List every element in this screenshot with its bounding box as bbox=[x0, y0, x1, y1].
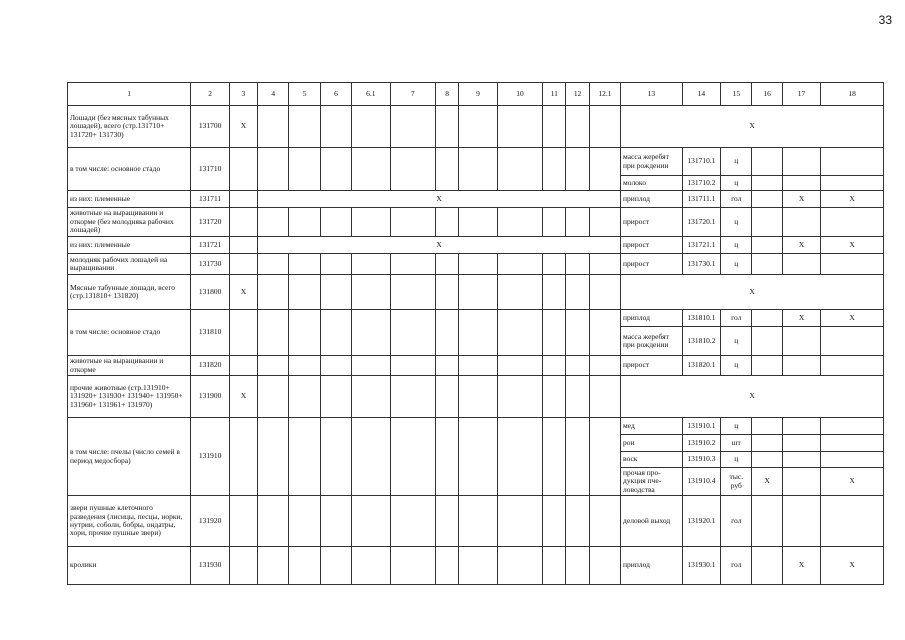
column-header: 8 bbox=[436, 83, 459, 106]
x-mark: X bbox=[821, 237, 884, 254]
indicator-code: 131910.2 bbox=[682, 435, 720, 452]
row-name: в том числе: пчелы (число семей в период медосбора) bbox=[68, 418, 191, 496]
x-mark: X bbox=[782, 547, 820, 585]
x-mark: X bbox=[782, 310, 820, 327]
indicator-code: 131720.1 bbox=[682, 208, 720, 237]
indicator-code: 131710.1 bbox=[682, 148, 720, 176]
column-header: 5 bbox=[289, 83, 320, 106]
indicator-code: 131810.1 bbox=[682, 310, 720, 327]
indicator-code: 131730.1 bbox=[682, 254, 720, 275]
table-row bbox=[68, 376, 884, 418]
unit: гол bbox=[721, 191, 752, 208]
page-number: 33 bbox=[878, 13, 892, 27]
unit: гол bbox=[721, 496, 752, 547]
row-code: 131721 bbox=[191, 237, 229, 254]
x-mark: X bbox=[821, 468, 884, 496]
indicator-code: 131910.4 bbox=[682, 468, 720, 496]
column-header: 13 bbox=[621, 83, 683, 106]
row-code: 131711 bbox=[191, 191, 229, 208]
indicator-name: рои bbox=[621, 435, 683, 452]
row-code: 131920 bbox=[191, 496, 229, 547]
x-mark: X bbox=[229, 106, 257, 148]
column-header: 2 bbox=[191, 83, 229, 106]
x-mark: X bbox=[258, 237, 621, 254]
x-mark: X bbox=[782, 191, 820, 208]
indicator-name: прирост bbox=[621, 254, 683, 275]
header-row bbox=[68, 83, 884, 106]
x-mark: X bbox=[621, 106, 884, 148]
statistics-form-table bbox=[67, 82, 884, 585]
column-header: 18 bbox=[821, 83, 884, 106]
indicator-name: молоко bbox=[621, 176, 683, 191]
indicator-code: 131710.2 bbox=[682, 176, 720, 191]
column-header: 17 bbox=[782, 83, 820, 106]
row-name: из них: племенные bbox=[68, 191, 191, 208]
x-mark: X bbox=[821, 310, 884, 327]
unit: гол bbox=[721, 310, 752, 327]
x-mark: X bbox=[229, 376, 257, 418]
unit: ц bbox=[721, 148, 752, 176]
row-name: животные на выращивании и откорме bbox=[68, 356, 191, 376]
x-mark: X bbox=[821, 191, 884, 208]
x-mark: X bbox=[621, 275, 884, 310]
column-header: 12 bbox=[566, 83, 589, 106]
table-row bbox=[68, 547, 884, 585]
column-header: 14 bbox=[682, 83, 720, 106]
table-row bbox=[68, 148, 884, 176]
indicator-code: 131930.1 bbox=[682, 547, 720, 585]
row-code: 131730 bbox=[191, 254, 229, 275]
x-mark: X bbox=[258, 191, 621, 208]
indicator-name: прирост bbox=[621, 208, 683, 237]
unit: ц bbox=[721, 208, 752, 237]
indicator-code: 131920.1 bbox=[682, 496, 720, 547]
unit: шт bbox=[721, 435, 752, 452]
x-mark: X bbox=[821, 547, 884, 585]
x-mark: X bbox=[752, 468, 782, 496]
row-name: прочие животные (стр.131910+ 131920+ 131930+ 131940+ 131950+ 131960+ 131961+ 131970) bbox=[68, 376, 191, 418]
column-header: 10 bbox=[497, 83, 543, 106]
table-row bbox=[68, 275, 884, 310]
row-name: в том числе: основное стадо bbox=[68, 148, 191, 191]
unit: гол bbox=[721, 547, 752, 585]
row-code: 131820 bbox=[191, 356, 229, 376]
row-code: 131930 bbox=[191, 547, 229, 585]
row-name: из них: племенные bbox=[68, 237, 191, 254]
row-code: 131910 bbox=[191, 418, 229, 496]
row-name: молодняк рабочих лошадей на выращивании bbox=[68, 254, 191, 275]
indicator-name: прочая про-дукция пче-ловодства bbox=[621, 468, 683, 496]
indicator-code: 131721.1 bbox=[682, 237, 720, 254]
indicator-name: масса жеребят при рождении bbox=[621, 148, 683, 176]
table-row bbox=[68, 356, 884, 376]
row-name: Лошади (без мясных табунных лошадей), всего (стр.131710+ 131720+ 131730) bbox=[68, 106, 191, 148]
column-header: 7 bbox=[390, 83, 436, 106]
row-name: кролики bbox=[68, 547, 191, 585]
unit: тыс. руб bbox=[721, 468, 752, 496]
row-code: 131720 bbox=[191, 208, 229, 237]
table-row bbox=[68, 418, 884, 435]
column-header: 12.1 bbox=[589, 83, 620, 106]
indicator-name: приплод bbox=[621, 310, 683, 327]
row-name: звери пушные клеточного разведения (лисицы, песцы, норки, нутрии, соболи, бобры, ондатры, хори, прочие пушные звери) bbox=[68, 496, 191, 547]
unit: ц bbox=[721, 254, 752, 275]
row-name: животные на выращивании и откорме (без молодняка рабочих лошадей) bbox=[68, 208, 191, 237]
table-row bbox=[68, 310, 884, 327]
table-row bbox=[68, 208, 884, 237]
row-code: 131800 bbox=[191, 275, 229, 310]
indicator-name: приплод bbox=[621, 191, 683, 208]
table-row bbox=[68, 254, 884, 275]
column-header: 11 bbox=[543, 83, 566, 106]
unit: ц bbox=[721, 237, 752, 254]
table-row bbox=[68, 191, 884, 208]
row-name: Мясные табунные лошади, всего (стр.131810+ 131820) bbox=[68, 275, 191, 310]
unit: ц bbox=[721, 176, 752, 191]
unit: ц bbox=[721, 418, 752, 435]
row-code: 131810 bbox=[191, 310, 229, 356]
indicator-code: 131711.1 bbox=[682, 191, 720, 208]
column-header: 1 bbox=[68, 83, 191, 106]
column-header: 4 bbox=[258, 83, 289, 106]
column-header: 15 bbox=[721, 83, 752, 106]
indicator-code: 131820.1 bbox=[682, 356, 720, 376]
indicator-name: мед bbox=[621, 418, 683, 435]
column-header: 16 bbox=[752, 83, 782, 106]
x-mark: X bbox=[621, 376, 884, 418]
row-name: в том числе: основное стадо bbox=[68, 310, 191, 356]
indicator-code: 131910.1 bbox=[682, 418, 720, 435]
row-code: 131900 bbox=[191, 376, 229, 418]
column-header: 9 bbox=[459, 83, 497, 106]
unit: ц bbox=[721, 452, 752, 468]
indicator-code: 131910.3 bbox=[682, 452, 720, 468]
row-code: 131700 bbox=[191, 106, 229, 148]
indicator-name: прирост bbox=[621, 237, 683, 254]
indicator-code: 131810.2 bbox=[682, 327, 720, 356]
table-row bbox=[68, 237, 884, 254]
unit: ц bbox=[721, 327, 752, 356]
indicator-name: приплод bbox=[621, 547, 683, 585]
table-row bbox=[68, 106, 884, 148]
x-mark: X bbox=[782, 237, 820, 254]
indicator-name: масса жеребят при рождении bbox=[621, 327, 683, 356]
column-header: 6 bbox=[320, 83, 351, 106]
unit: ц bbox=[721, 356, 752, 376]
x-mark: X bbox=[229, 275, 257, 310]
indicator-name: деловой выход bbox=[621, 496, 683, 547]
indicator-name: прирост bbox=[621, 356, 683, 376]
column-header: 3 bbox=[229, 83, 257, 106]
column-header: 6.1 bbox=[352, 83, 390, 106]
table-row bbox=[68, 496, 884, 547]
indicator-name: воск bbox=[621, 452, 683, 468]
row-code: 131710 bbox=[191, 148, 229, 191]
